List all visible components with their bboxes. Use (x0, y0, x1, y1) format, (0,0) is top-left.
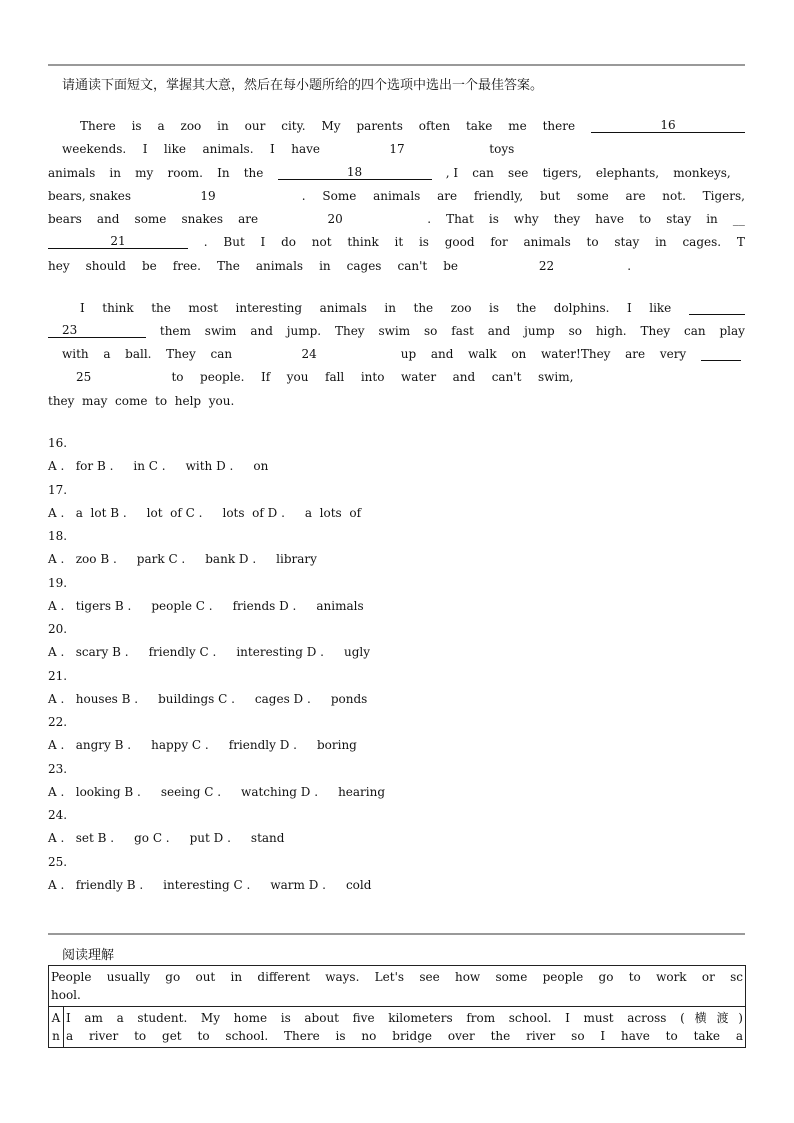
option[interactable]: interesting D . (236, 645, 324, 659)
question-options (48, 552, 337, 566)
option[interactable]: bank D . (205, 552, 257, 566)
option[interactable]: cold (345, 877, 372, 892)
blank-17[interactable]: 17 (320, 143, 474, 156)
blank-24[interactable]: 24 (232, 348, 386, 361)
passage-a-cell: I am a student. My home is about five kilometers from school. I must across (横渡) a river to get to school. There is no bridge over the river so I have to take a (64, 1007, 746, 1048)
question-number: 25. (48, 854, 68, 869)
question-options (48, 645, 390, 659)
top-rule (48, 64, 745, 66)
question-number: 20. (48, 622, 68, 636)
option[interactable]: A . a lot B . (48, 505, 127, 520)
option[interactable]: A . friendly B . (48, 877, 144, 892)
blank-23-start (689, 301, 745, 315)
option[interactable]: put D . (189, 831, 231, 845)
question-number: 21. (48, 668, 68, 683)
option[interactable]: people C . (151, 598, 213, 613)
option[interactable]: buildings C . (158, 691, 235, 706)
option[interactable]: interesting C . (163, 877, 251, 892)
blank-23[interactable]: 23 (48, 324, 146, 338)
option[interactable]: watching D . (241, 784, 319, 799)
passage-line: I think the most interesting animals in the zoo is the dolphins. I like (80, 301, 745, 315)
option[interactable]: go C . (134, 831, 170, 845)
passage-line: There is a zoo in our city. My parents often take me there 16 (80, 119, 745, 133)
option[interactable]: animals (316, 598, 364, 613)
passage-line: bears, snakes 19 . Some animals are friendly, but some are not. Tigers, (48, 189, 745, 203)
option[interactable]: A . houses B . (48, 691, 139, 706)
question-options (48, 692, 387, 706)
instructions: 请通读下面短文，掌握其大意，然后在每小题所给的四个选项中选出一个最佳答案。 (62, 78, 544, 93)
option[interactable]: a lots of (304, 505, 362, 520)
option[interactable]: hearing (338, 784, 386, 799)
blank-19[interactable]: 19 (131, 190, 285, 203)
option[interactable]: A . scary B . (48, 645, 129, 659)
passage-line: they may come to help you. (48, 394, 235, 408)
question-number: 24. (48, 808, 68, 822)
option[interactable]: A . angry B . (48, 738, 132, 752)
passage-line: 25 to people. If you fall into water and can't swim, (48, 370, 588, 384)
blank-21[interactable]: 21 (48, 235, 188, 249)
question-options (48, 831, 304, 845)
question-options (48, 878, 391, 892)
question-number: 19. (48, 575, 68, 590)
intro-cell: People usually go out in different ways. Let's see how some people go to work or sc hool. (49, 966, 746, 1007)
blank-20[interactable]: 20 (258, 213, 412, 226)
passage-line: bears and some snakes are 20 . That is why they have to stay in __ (48, 212, 745, 226)
option[interactable]: A . tigers B . (48, 598, 132, 613)
passage-line: hey should be free. The animals in cages can't be 22 . (48, 259, 632, 273)
question-number: 16. (48, 436, 68, 450)
question-options (48, 599, 384, 613)
option[interactable]: happy C . (151, 738, 209, 752)
option[interactable]: park C . (136, 552, 186, 566)
question-number: 18. (48, 529, 68, 543)
blank-16[interactable]: 16 (591, 119, 745, 133)
blank-22[interactable]: 22 (469, 260, 623, 273)
option[interactable]: ponds (330, 691, 368, 706)
option[interactable]: stand (250, 831, 285, 845)
question-number: 22. (48, 715, 68, 729)
option[interactable]: friendly D . (228, 738, 297, 752)
option[interactable]: seeing C . (160, 784, 222, 799)
option[interactable]: friendly C . (148, 645, 217, 659)
reading-table (48, 965, 746, 1048)
section-rule (48, 933, 745, 935)
option[interactable]: A . looking B . (48, 784, 141, 799)
passage-line: weekends. I like animals. I have 17 toys (62, 142, 515, 156)
blank-25-start (701, 347, 741, 361)
question-number: 23. (48, 761, 68, 776)
option[interactable]: A . for B . (48, 459, 114, 473)
passage-line: with a ball. They can 24 up and walk on water!They are very (62, 347, 741, 361)
option[interactable]: with D . (185, 459, 234, 473)
question-options (48, 459, 288, 473)
row-label: A n (49, 1007, 64, 1048)
option[interactable]: lots of D . (222, 505, 285, 520)
option[interactable]: warm D . (270, 877, 326, 892)
section-title: 阅读理解 (62, 948, 115, 963)
option[interactable]: boring (316, 738, 357, 752)
passage-line: 23 them swim and jump. They swim so fast and jump so high. They can play (48, 324, 745, 338)
passage-line: 21 . But I do not think it is good for animals to stay in cages. T (48, 235, 745, 249)
question-number: 17. (48, 482, 68, 497)
option[interactable]: ugly (343, 645, 370, 659)
passage-line: animals in my room. In the 18 , I can see tigers, elephants, monkeys, (48, 166, 731, 180)
option[interactable]: cages D . (254, 691, 311, 706)
question-options (48, 785, 405, 799)
option[interactable]: A . zoo B . (48, 552, 117, 566)
blank-25[interactable]: 25 (48, 371, 160, 384)
question-options (48, 738, 377, 752)
blank-18[interactable]: 18 (278, 166, 432, 180)
option[interactable]: lot of C . (146, 505, 203, 520)
option[interactable]: A . set B . (48, 831, 115, 845)
option[interactable]: friends D . (232, 598, 297, 613)
option[interactable]: in C . (133, 459, 166, 473)
option[interactable]: on (253, 459, 269, 473)
question-options (48, 506, 381, 520)
option[interactable]: library (276, 552, 317, 566)
